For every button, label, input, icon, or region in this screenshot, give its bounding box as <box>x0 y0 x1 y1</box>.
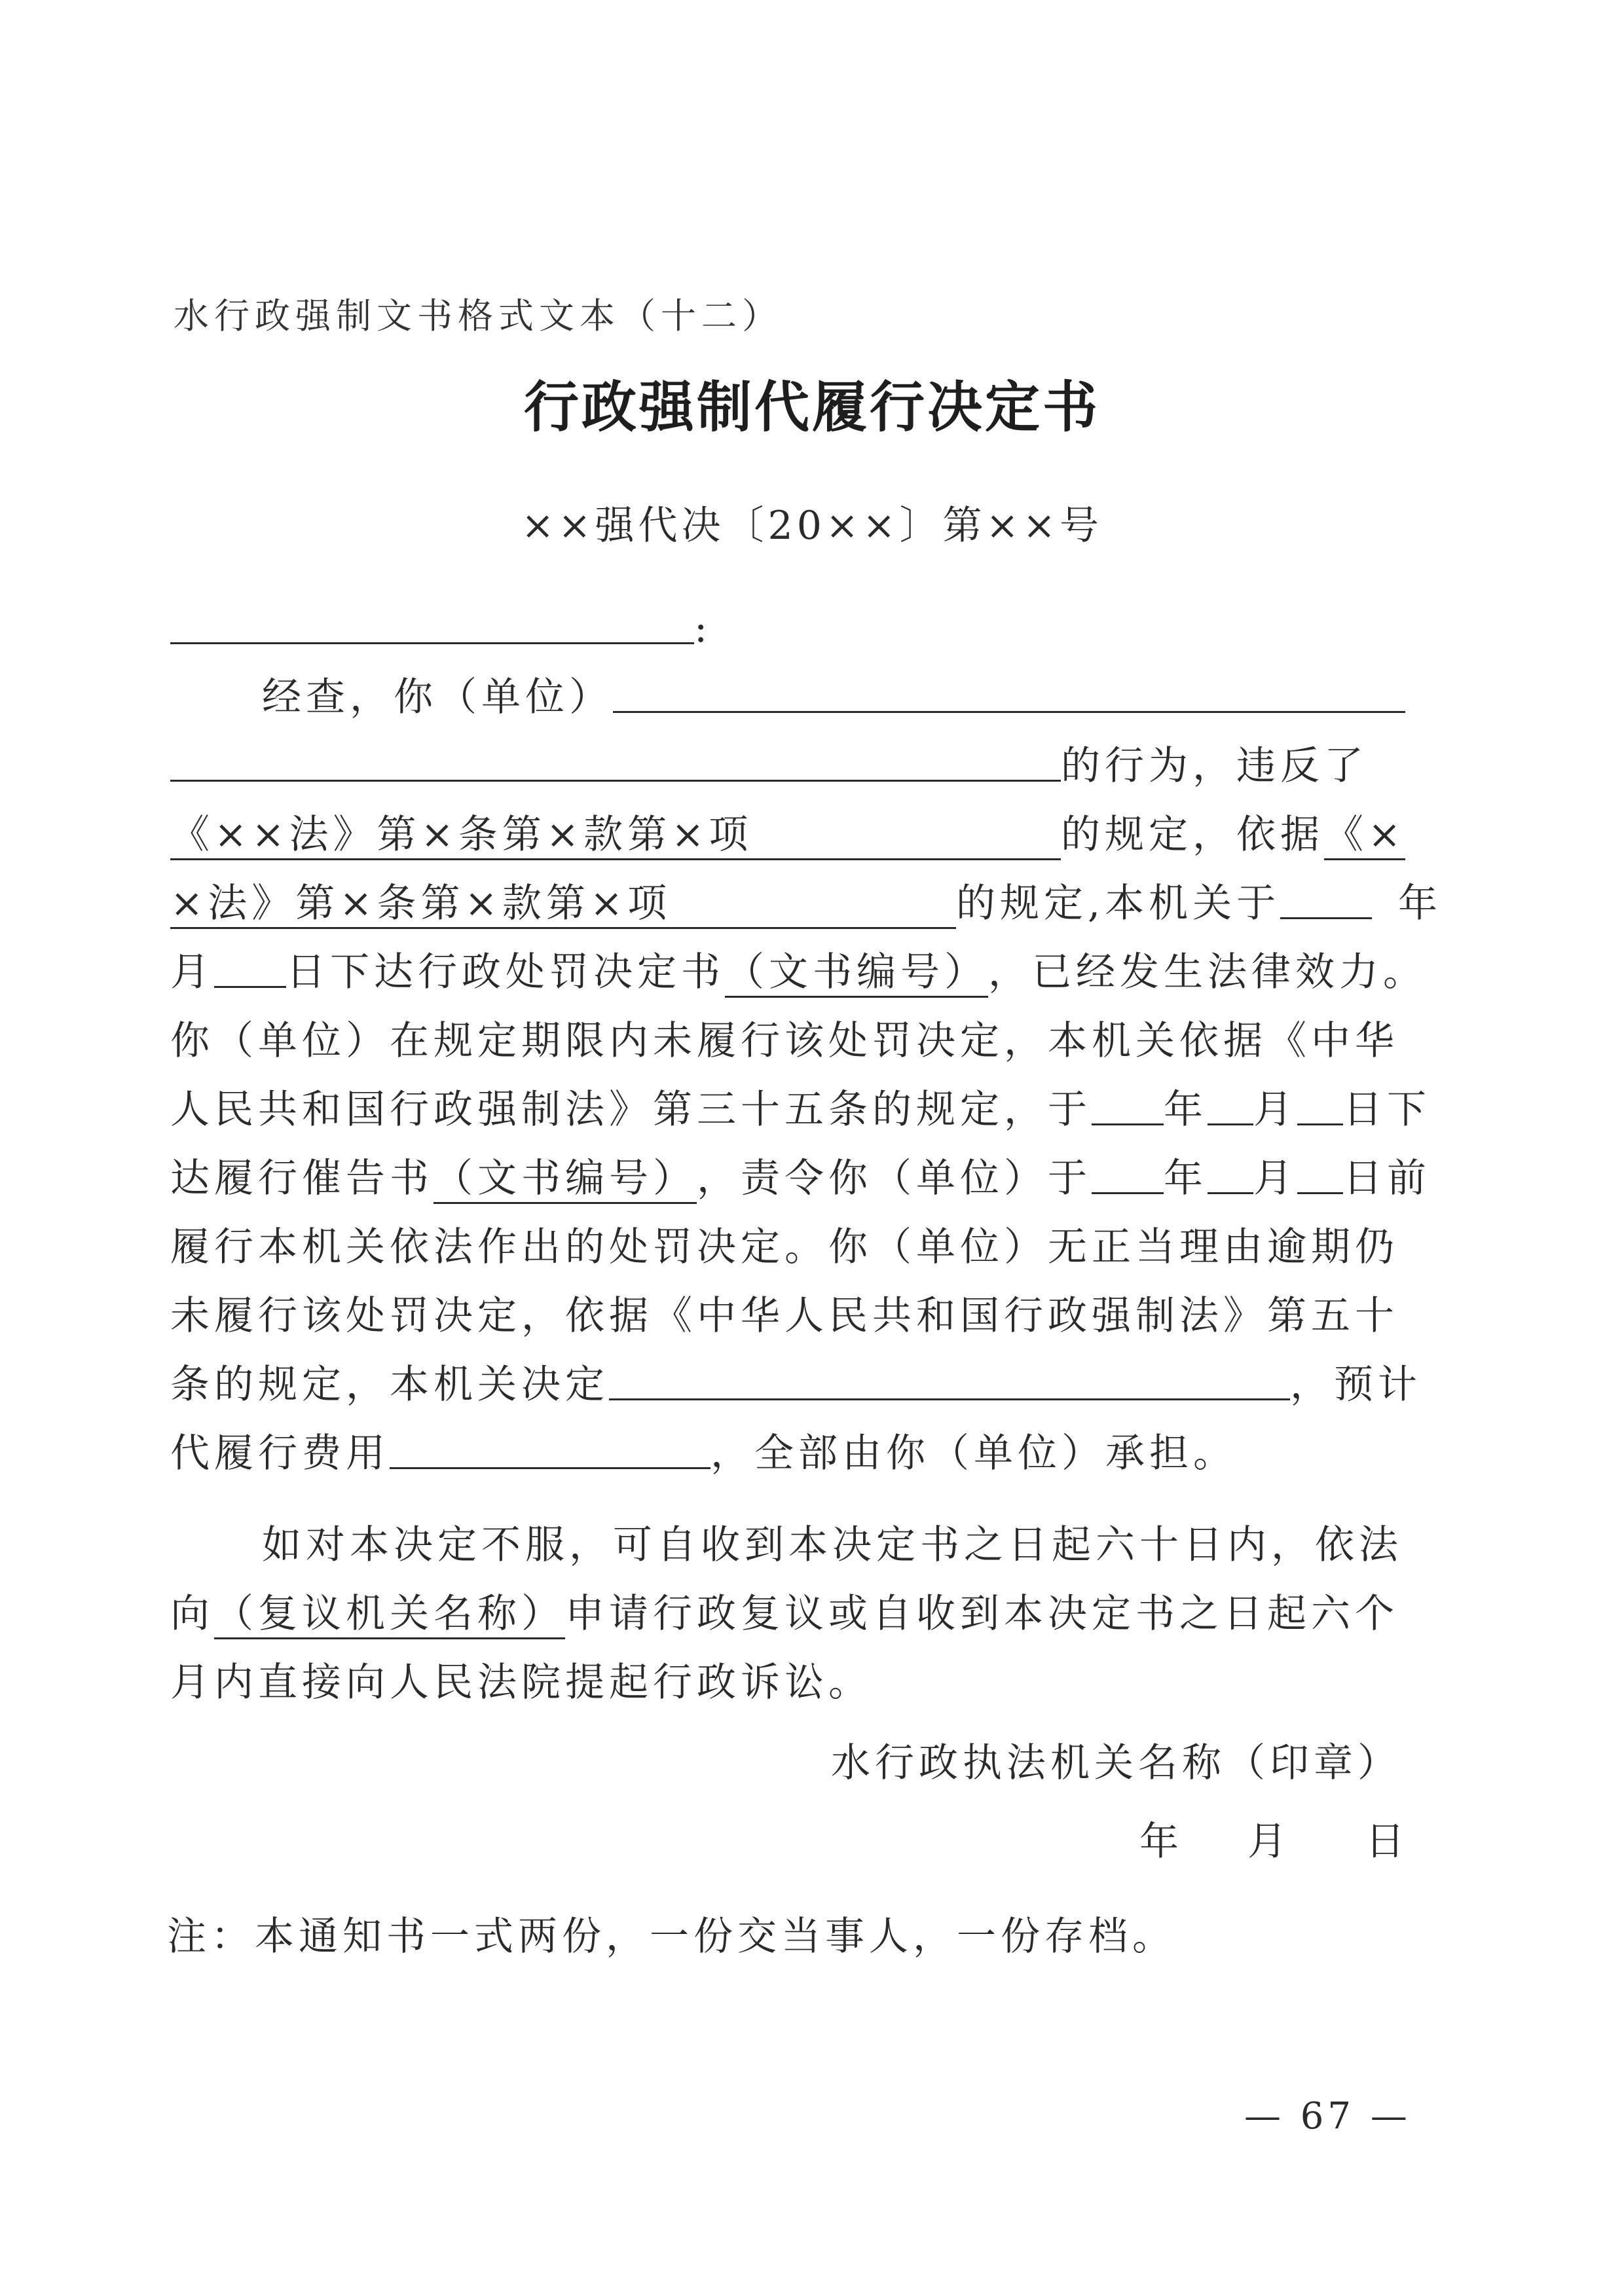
month-blank-2 <box>1208 1078 1253 1125</box>
body-line-8: 达履行催告书（文书编号），责令你（单位）于 年 月 日前 <box>170 1142 1414 1214</box>
behavior-blank <box>170 734 1061 782</box>
body-line-1 <box>170 661 1414 733</box>
body-line-4: ×法》第×条第×款第×项 的规定,本机关于 年 <box>170 867 1414 939</box>
month-blank-1 <box>214 940 286 988</box>
appeal-line-1: 如对本决定不服，可自收到本决定书之日起六十日内，依法 <box>262 1522 1403 1568</box>
basis-law-field-start: 《× <box>1324 811 1405 860</box>
party-blank <box>613 665 1405 713</box>
violated-law-field: 《××法》第×条第×款第×项 <box>170 811 1061 860</box>
header-label: 水行政强制文书格式文本（十二） <box>174 295 783 337</box>
footnote: 注：本通知书一式两份，一份交当事人，一份存档。 <box>167 1914 1176 1959</box>
day-blank-2 <box>1297 1078 1343 1125</box>
penalty-doc-number: （文书编号） <box>725 949 988 998</box>
appeal-line-3: 月内直接向人民法院提起行政诉讼。 <box>170 1660 872 1705</box>
signature-authority: 水行政执法机关名称（印章） <box>831 1740 1401 1786</box>
page-title: 行政强制代履行决定书 <box>523 374 1100 439</box>
body-line-5: 月 日下达行政处罚决定书（文书编号），已经发生法律效力。 <box>170 936 1414 1008</box>
body-line-10: 未履行该处罚决定，依据《中华人民共和国行政强制法》第五十 <box>170 1293 1399 1339</box>
body-line-3: 《××法》第×条第×款第×项 的规定，依据《× <box>170 799 1414 871</box>
month-blank-3 <box>1208 1146 1253 1194</box>
body-line-9: 履行本机关依法作出的处罚决定。你（单位）无正当理由逾期仍 <box>170 1224 1399 1270</box>
notice-doc-number: （文书编号） <box>434 1155 697 1204</box>
text-found: 经查，你（单位） <box>262 674 613 720</box>
document-number: ××强代决〔20××〕第××号 <box>521 503 1103 549</box>
fee-blank <box>390 1421 710 1469</box>
body-line-11: 条的规定，本机关决定 ，预计 <box>170 1349 1414 1421</box>
year-blank-1 <box>1280 871 1372 919</box>
review-authority-name: （复议机关名称） <box>214 1590 565 1639</box>
recipient-blank <box>170 596 694 644</box>
body-line-7: 人民共和国行政强制法》第三十五条的规定，于 年 月 日下 <box>170 1074 1414 1146</box>
body-line-12: 代履行费用 ，全部由你（单位）承担。 <box>170 1417 1414 1489</box>
recipient-line: : <box>170 592 1414 665</box>
body-line-6: 你（单位）在规定期限内未履行该处罚决定，本机关依据《中华 <box>170 1018 1399 1064</box>
signature-date: 年 月 日 <box>1139 1819 1405 1865</box>
body-line-2: 的行为，违反了 <box>170 730 1414 802</box>
year-blank-3 <box>1092 1146 1164 1194</box>
decision-blank <box>609 1353 1290 1400</box>
appeal-line-2: 向（复议机关名称）申请行政复议或自收到本决定书之日起六个 <box>170 1578 1414 1650</box>
basis-law-field: ×法》第×条第×款第×项 <box>170 880 956 929</box>
page-number: — 67 — <box>1244 2095 1411 2138</box>
day-blank-3 <box>1297 1146 1343 1194</box>
year-blank-2 <box>1092 1078 1164 1125</box>
